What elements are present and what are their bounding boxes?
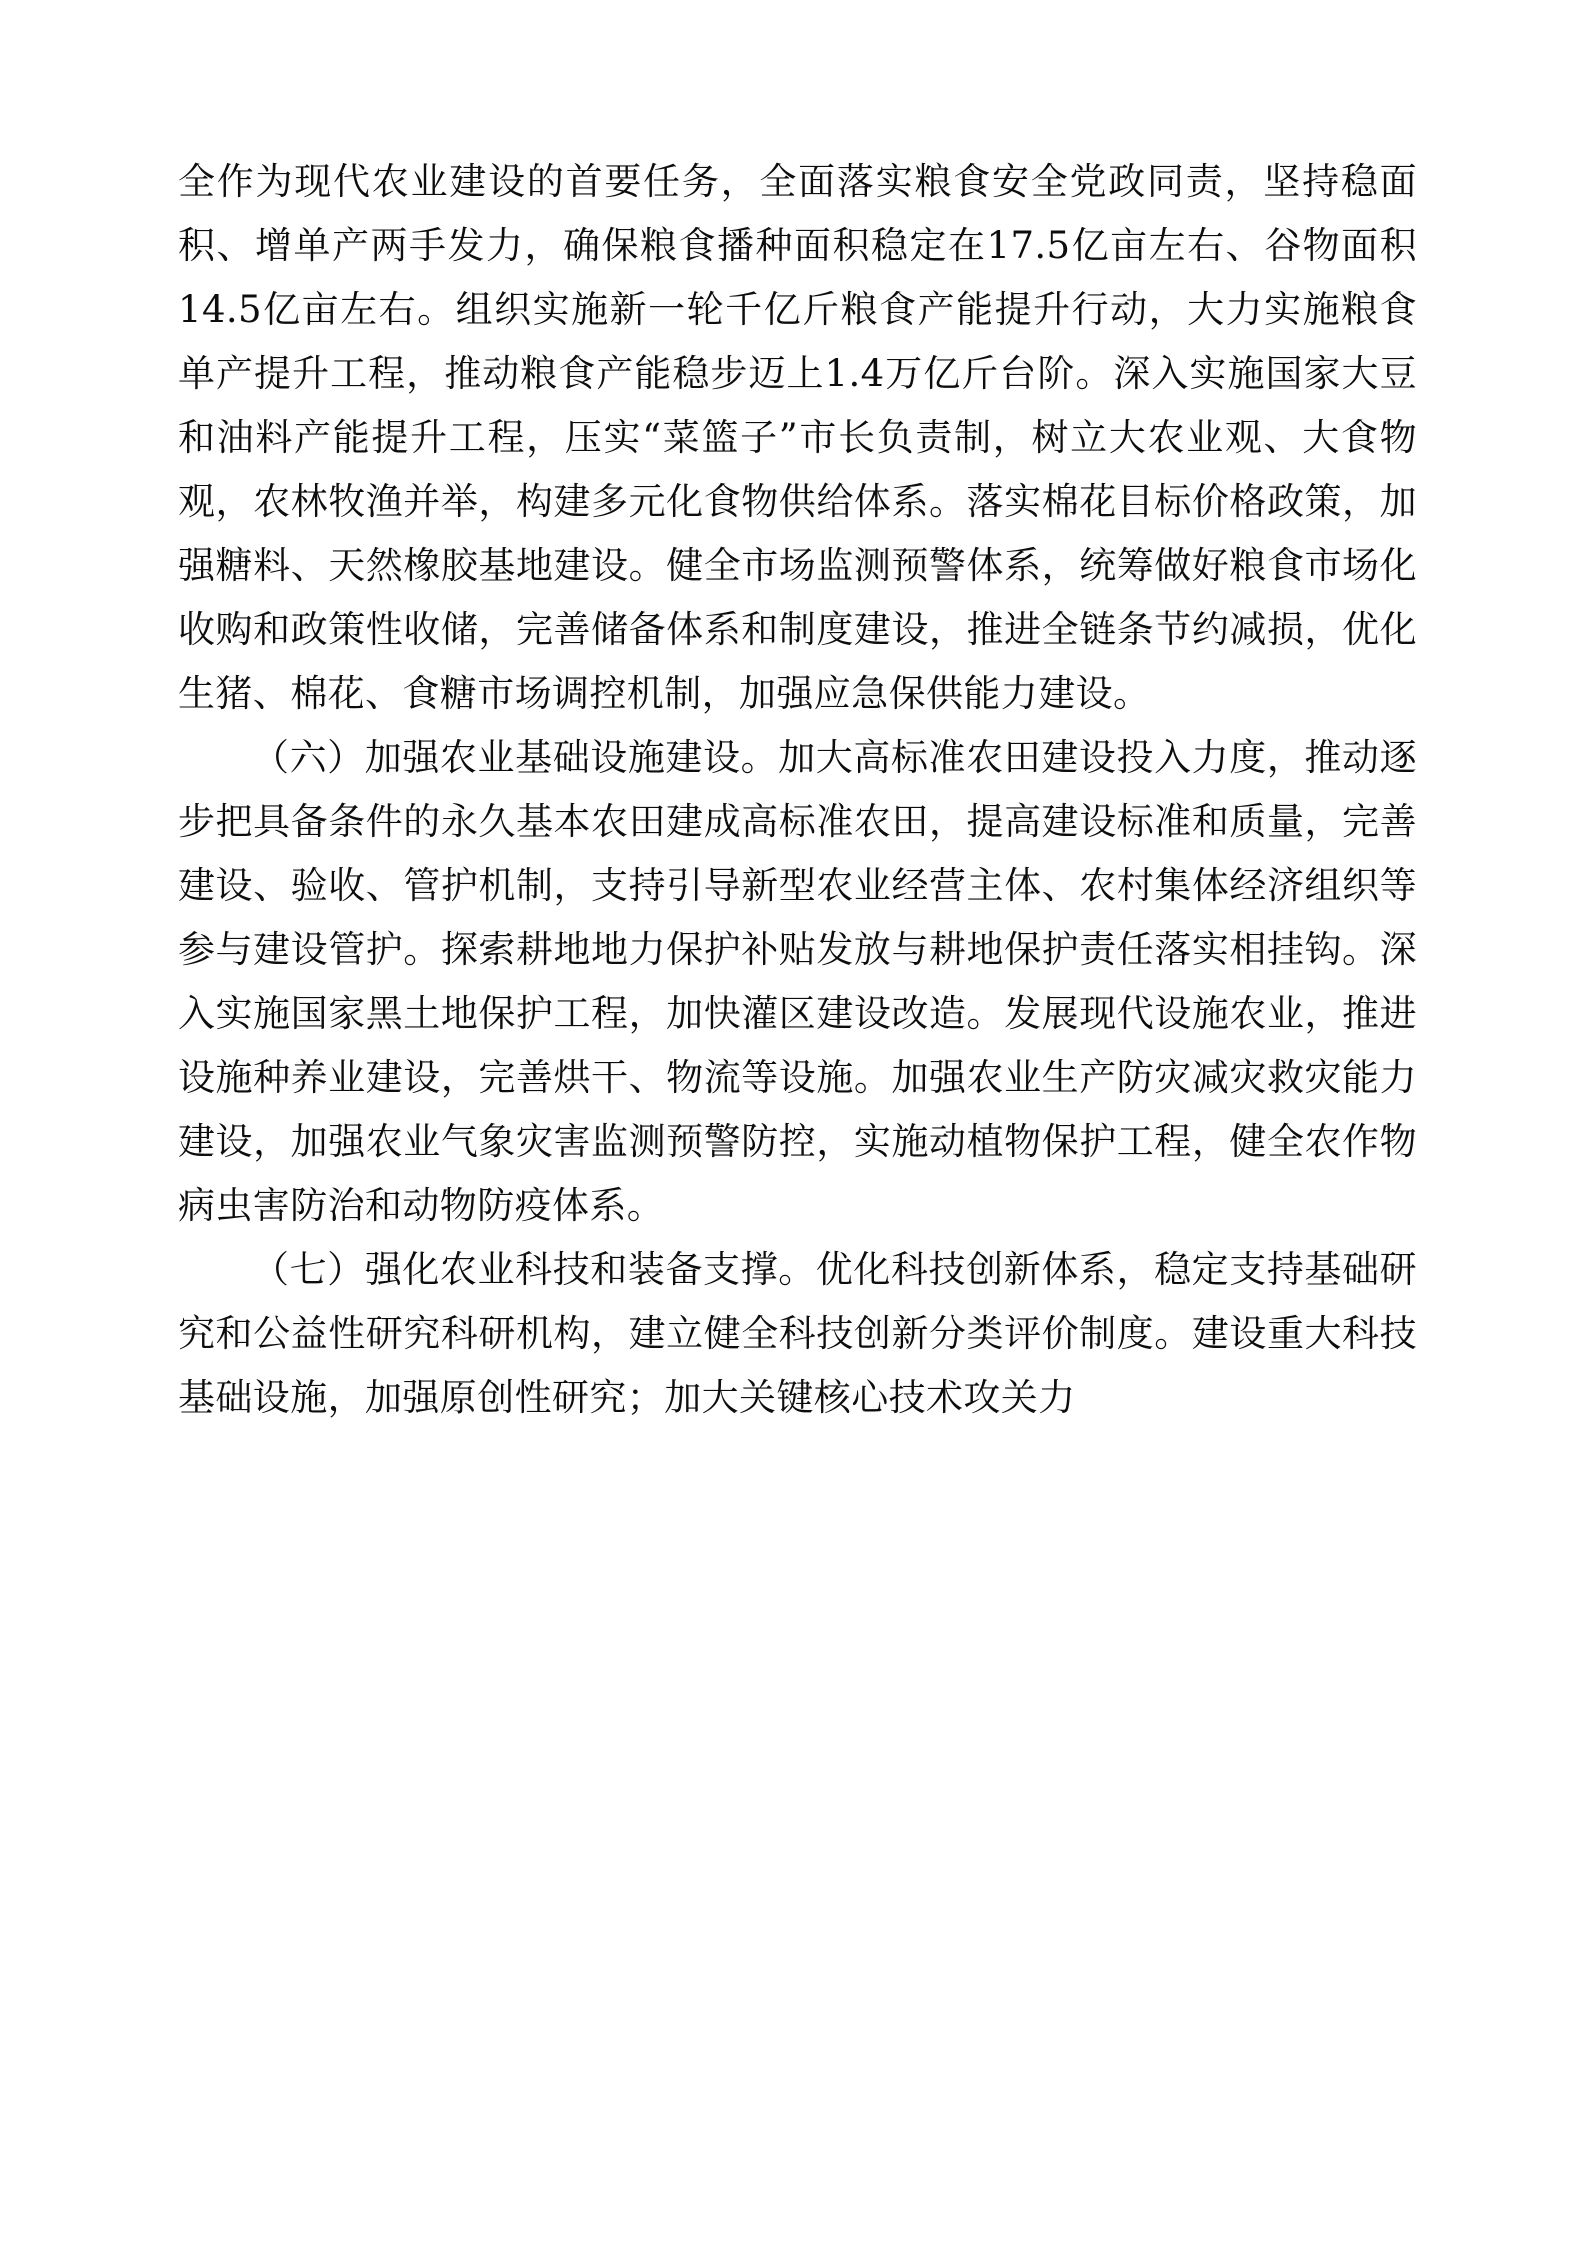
document-body xyxy=(178,150,1417,1430)
paragraph-section-six: （六）加强农业基础设施建设。加大高标准农田建设投入力度，推动逐步把具备条件的永久基本农田建成高标准农田，提高建设标准和质量，完善建设、验收、管护机制，支持引导新型农业经营主体、农村集体经济组织等参与建设管护。探索耕地地力保护补贴发放与耕地保护责任落实相挂钩。深入实施国家黑土地保护工程，加快灌区建设改造。发展现代设施农业，推进设施种养业建设，完善烘干、物流等设施。加强农业生产防灾减灾救灾能力建设，加强农业气象灾害监测预警防控，实施动植物保护工程，健全农作物病虫害防治和动物防疫体系。 xyxy=(178,736,1417,1227)
paragraph-section-seven: （七）强化农业科技和装备支撑。优化科技创新体系，稳定支持基础研究和公益性研究科研机构，建立健全科技创新分类评价制度。建设重大科技基础设施，加强原创性研究；加大关键核心技术攻关力 xyxy=(178,1248,1417,1419)
paragraph-continued: 全作为现代农业建设的首要任务，全面落实粮食安全党政同责，坚持稳面积、增单产两手发力，确保粮食播种面积稳定在17.5亿亩左右、谷物面积14.5亿亩左右。组织实施新一轮千亿斤粮食产能提升行动，大力实施粮食单产提升工程，推动粮食产能稳步迈上1.4万亿斤台阶。深入实施国家大豆和油料产能提升工程，压实“菜篮子”市长负责制，树立大农业观、大食物观，农林牧渔并举，构建多元化食物供给体系。落实棉花目标价格政策，加强糖料、天然橡胶基地建设。健全市场监测预警体系，统筹做好粮食市场化收购和政策性收储，完善储备体系和制度建设，推进全链条节约减损，优化生猪、棉花、食糖市场调控机制，加强应急保供能力建设。 xyxy=(178,160,1417,715)
